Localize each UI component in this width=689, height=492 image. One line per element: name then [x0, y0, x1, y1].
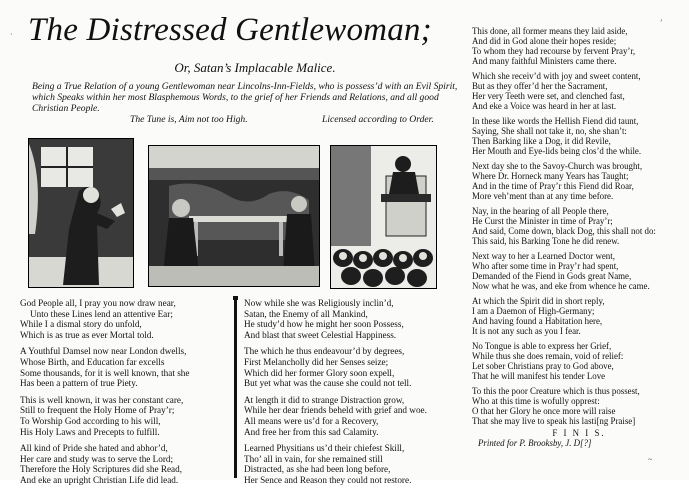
verse-line: Distracted, as she had been long before,	[244, 464, 391, 475]
verse-line: While I a dismal story do unfold,	[20, 319, 142, 330]
paper-speck: ~	[648, 455, 653, 464]
verse-line: God People all, I pray you now draw near,	[20, 298, 176, 308]
verse-line: Some thousands, for it is well known, that she	[20, 367, 190, 378]
verse-column-1	[20, 298, 232, 492]
verse-line: Which did her former Glory soon expell,	[244, 367, 395, 378]
verse-line: Tho’ all in vain, for she remained still	[244, 453, 383, 464]
column-divider	[234, 298, 237, 478]
verse-line: But yet what was the cause she could not tell.	[244, 378, 412, 389]
verse-line: He study’d how he might her soon Possess,	[244, 319, 404, 330]
verse-line: Learned Physitians us’d their chiefest Skill,	[244, 443, 405, 454]
verse-line: Her Mouth and Eye-lids being clos’d the while.	[472, 146, 642, 156]
stanza	[472, 386, 686, 426]
verse-line: Who after some time in Pray’r had spent,	[472, 261, 619, 271]
verse-line: His Holy Laws and Precepts to fulfill.	[20, 426, 160, 437]
intro-text: Being a True Relation of a young Gentlewoman near Lincolns-Inn-Fields, who is possess’d with an Evil Spirit, which Speaks within her most Blasphemous Words, to the grief of her Friends and Relations, and all good Christian People.	[32, 81, 458, 114]
verse-line: But as they offer’d her the Sacrament,	[472, 81, 608, 91]
woodcut-figures-at-table	[148, 145, 320, 287]
verse-line: And having found a Habitation here,	[472, 316, 603, 326]
verse-line: It is not any such as you I fear.	[472, 326, 581, 336]
stanza	[20, 346, 232, 388]
verse-column-3	[472, 26, 686, 448]
verse-line: Which is as true as ever Mortal told.	[20, 329, 154, 340]
verse-line: This done, all former means they laid aside,	[472, 26, 628, 36]
stanza	[472, 251, 686, 291]
verse-line: Her care and study was to serve the Lord;	[20, 453, 174, 464]
verse-line: This is well known, it was her constant care,	[20, 394, 184, 405]
ballad-title: The Distressed Gentlewoman;	[28, 12, 432, 48]
verse-line: Therefore the Holy Scriptures did she Read,	[20, 464, 183, 475]
stanza	[244, 443, 466, 485]
verse-line: Whose Birth, and Education far excells	[20, 356, 165, 367]
verse-line: First Melancholly did her Senses seize;	[244, 356, 389, 367]
verse-line: At which the Spirit did in short reply,	[472, 296, 605, 306]
verse-line: Satan, the Enemy of all Mankind,	[244, 308, 368, 319]
stanza	[244, 346, 466, 388]
verse-line: Let sober Christians pray to God above,	[472, 361, 614, 371]
verse-column-2	[244, 298, 466, 492]
verse-line: More veh’ment than at any time before.	[472, 191, 614, 201]
stanza	[472, 341, 686, 381]
license-line: Licensed according to Order.	[322, 114, 434, 125]
verse-line: In these like words the Hellish Fiend did taunt,	[472, 116, 639, 126]
stanza	[472, 26, 686, 66]
verse-line: Next day she to the Savoy-Church was brought,	[472, 161, 643, 171]
verse-line: To Worship God according to his will,	[20, 415, 161, 426]
stanza	[20, 443, 232, 485]
verse-line: Which she receiv’d with joy and sweet content,	[472, 71, 641, 81]
verse-line: I am a Daemon of High-Germany;	[472, 306, 595, 316]
verse-line: Demanded of the Fiend in Gods great Name,	[472, 271, 632, 281]
verse-line: All kind of Pride she hated and abhor’d,	[20, 443, 168, 454]
verse-line: And eke a Voice was heard in her at last.	[472, 101, 617, 111]
verse-line: And blast that sweet Celestial Happiness.	[244, 329, 397, 340]
verse-line: And did in God alone their hopes reside;	[472, 36, 617, 46]
verse-line: Then Barking like a Dog, it did Revile,	[472, 136, 611, 146]
stanza	[20, 298, 232, 340]
verse-line: No Tongue is able to express her Grief,	[472, 341, 612, 351]
paper-speck: ·	[10, 30, 13, 39]
verse-line: To whom they had recourse by fervent Pray’r,	[472, 46, 636, 56]
stanza	[472, 206, 686, 246]
verse-line: Now what he was, and eke from whence he came.	[472, 281, 650, 291]
stanza	[244, 298, 466, 340]
verse-line: Nay, in the hearing of all People there,	[472, 206, 609, 216]
verse-line: That she may live to speak his lasti[ng Praise]	[472, 416, 636, 426]
stanza	[472, 71, 686, 111]
verse-line: To this the poor Creature which is thus possest,	[472, 386, 640, 396]
verse-line: Where Dr. Horneck many Years has Taught;	[472, 171, 629, 181]
verse-line: And eke an upright Christian Life did lead.	[20, 474, 179, 485]
verse-line: He Curst the Minister in time of Pray’r;	[472, 216, 613, 226]
paper-speck: ʼ	[660, 18, 663, 27]
verse-line: That he will manifest his tender Love	[472, 371, 606, 381]
ballad-subtitle: Or, Satan’s Implacable Malice.	[174, 60, 336, 75]
stanza	[20, 395, 232, 437]
verse-line: Saying, She shall not take it, no, she shan’t:	[472, 126, 627, 136]
verse-line: While thus she does remain, void of relief:	[472, 351, 624, 361]
verse-line: And many faithful Ministers came there.	[472, 56, 617, 66]
verse-line: The which he thus endeavour’d by degrees,	[244, 346, 405, 357]
verse-line: And in the time of Pray’r this Fiend did Roar,	[472, 181, 634, 191]
stanza	[472, 116, 686, 156]
verse-line: And free her from this sad Calamity.	[244, 426, 379, 437]
verse-line: And said, Come down, black Dog, this shall not do:	[472, 226, 656, 236]
verse-line: Still to frequent the Holy Home of Pray’r;	[20, 405, 175, 416]
verse-line: A Youthful Damsel now near London dwells,	[20, 346, 187, 357]
stanza	[472, 296, 686, 336]
verse-line: Her Sence and Reason they could not restore.	[244, 474, 412, 485]
stanza	[244, 395, 466, 437]
verse-line: At length it did to strange Distraction grow,	[244, 394, 405, 405]
verse-line: All means were us’d for a Recovery,	[244, 415, 379, 426]
woodcut-preacher-at-pulpit	[330, 145, 437, 289]
verse-line: Who at this time is wofully opprest:	[472, 396, 600, 406]
printer-imprint: Printed for P. Brooksby, J. D[?]	[478, 438, 592, 448]
verse-line: This said, his Barking Tone he did renew.	[472, 236, 620, 246]
verse-line: Has been a pattern of true Piety.	[20, 378, 138, 389]
verse-line: Unto these Lines lend an attentive Ear;	[30, 308, 173, 319]
verse-line: Her very Teeth were set, and clenched fast,	[472, 91, 625, 101]
verse-line: O that her Glory he once more will raise	[472, 406, 616, 416]
verse-line: While her dear friends beheld with grief and woe.	[244, 405, 427, 416]
verse-line: Now while she was Religiously inclin’d,	[244, 298, 394, 308]
tune-line: The Tune is, Aim not too High.	[130, 114, 248, 125]
verse-line: Next way to her a Learned Doctor went,	[472, 251, 615, 261]
finis-mark: F I N I S.	[552, 428, 606, 438]
woodcut-woman-at-window	[28, 138, 134, 288]
stanza	[472, 161, 686, 201]
